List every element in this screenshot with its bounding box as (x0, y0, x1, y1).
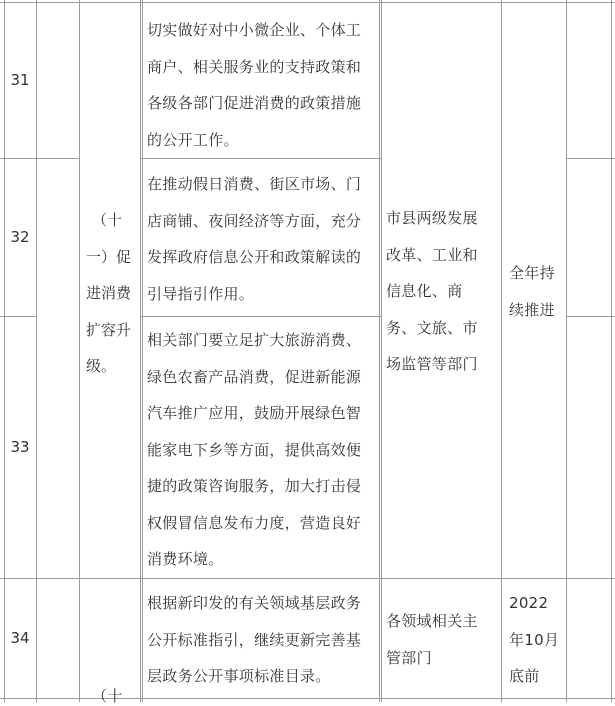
dept-line: 场监管等部门 (386, 355, 478, 373)
content-line: 发挥政府信息公开和政策解读的 (147, 248, 362, 266)
dept-line: 管部门 (386, 648, 432, 667)
dept-34 (386, 603, 478, 676)
content-line: 店商铺、夜间经济等方面，充分 (147, 211, 362, 230)
col-border-right (611, 0, 612, 702)
content-line: 根据新印发的有关领域基层政务 (147, 594, 362, 612)
row-border-31-32b (141, 158, 381, 159)
time-line: 全年持 (509, 264, 555, 282)
content-line: 切实做好对中小微企业、个体工 (147, 21, 362, 39)
row-31-content (147, 12, 361, 158)
category-line: 扩容升 (86, 320, 132, 339)
row-border-31-32 (0, 158, 80, 159)
row-border-31-32c (566, 158, 615, 159)
content-line: 各级各部门促进消费的政策措施 (147, 94, 362, 112)
content-line: 能家电下乡等方面，提供高效便 (147, 440, 362, 459)
row-number-31: 31 (10, 71, 30, 89)
row-border-top (0, 2, 615, 3)
content-line: 权假冒信息发布力度，营造良好 (147, 513, 362, 532)
time-line: 续推进 (509, 300, 555, 319)
col-border-3b (142, 0, 143, 702)
dept-line: 改革、工业和 (386, 245, 478, 264)
dept-line: 各领域相关主 (386, 612, 478, 630)
content-line: 绿色农畜产品消费，促进新能源 (147, 367, 362, 386)
content-line: 消费环境。 (147, 550, 224, 568)
time-31-33 (509, 255, 555, 328)
row-32-content (147, 166, 361, 312)
category-line: 一）促 (86, 247, 132, 266)
row-border-32-33 (0, 316, 36, 317)
col-border-4 (379, 0, 380, 702)
content-line: 汽车推广应用，鼓励开展绿色智 (147, 404, 362, 422)
row-number-34: 34 (10, 629, 30, 647)
category-11 (82, 202, 138, 385)
col-border-4b (381, 0, 382, 702)
category-line: 级。 (86, 357, 117, 375)
col-border-left (4, 0, 5, 702)
time-line: 底前 (509, 667, 540, 685)
time-line: 年10月 (509, 630, 560, 649)
col-border-1 (36, 0, 37, 702)
category-line: （十 (92, 211, 123, 229)
content-line: 的公开工作。 (147, 130, 239, 149)
content-line: 捷的政策咨询服务，加大打击侵 (147, 477, 362, 495)
content-line: 在推动假日消费、街区市场、门 (147, 175, 362, 193)
col-border-6 (566, 0, 567, 702)
content-line: 相关部门要立足扩大旅游消费、 (147, 331, 362, 349)
row-border-32-33b (141, 316, 381, 317)
row-border-32-33c (566, 316, 615, 317)
dept-line: 信息化、商 (386, 282, 463, 300)
row-number-33: 33 (10, 438, 30, 456)
dept-line: 务、文旅、市 (386, 318, 478, 337)
row-border-33-34 (0, 578, 615, 579)
dept-31-33 (386, 200, 478, 383)
row-33-content (147, 322, 361, 578)
row-number-32: 32 (10, 228, 30, 246)
dept-line: 市县两级发展 (386, 209, 478, 227)
content-line: 层政务公开事项标准目录。 (147, 667, 331, 685)
col-border-5 (501, 0, 502, 702)
col-border-3 (140, 0, 141, 702)
category-12-partial: （十 (92, 687, 123, 705)
category-line: 进消费 (86, 284, 132, 302)
col-border-2 (79, 0, 80, 702)
time-line: 2022 (509, 594, 549, 612)
content-line: 商户、相关服务业的支持政策和 (147, 57, 362, 76)
row-34-content (147, 585, 361, 695)
time-34 (509, 585, 559, 695)
content-line: 引导指引作用。 (147, 284, 255, 303)
content-line: 公开标准指引，继续更新完善基 (147, 630, 362, 649)
